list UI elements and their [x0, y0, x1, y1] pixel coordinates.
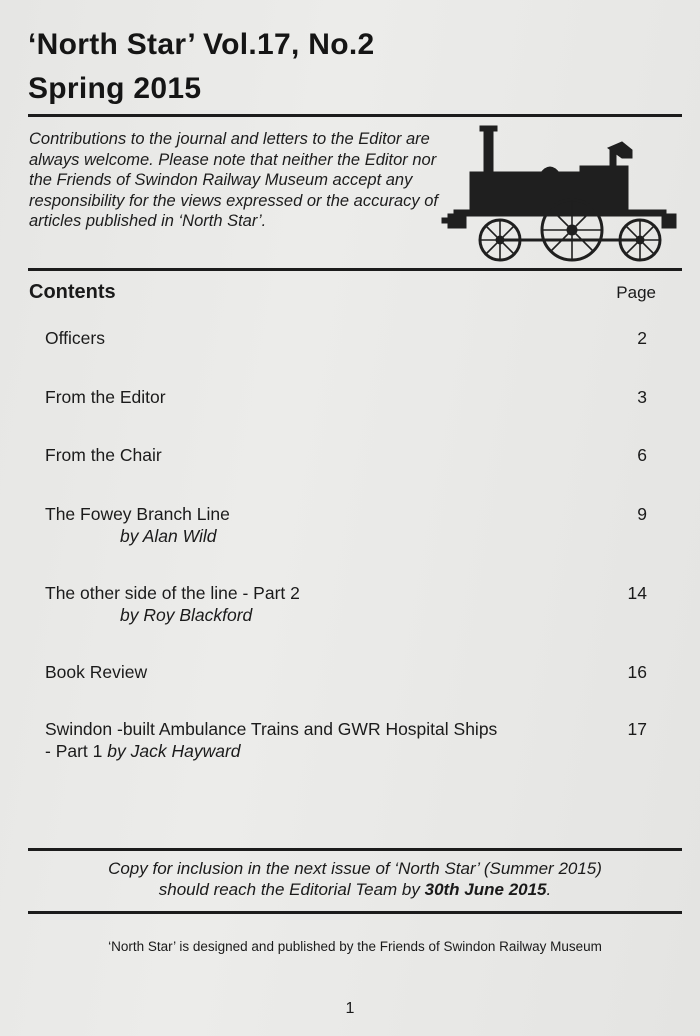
toc-entry-title: From the Chair	[45, 445, 162, 465]
issue-season: Spring 2015	[28, 72, 202, 105]
toc-entry-page: 9	[637, 504, 647, 524]
divider	[28, 114, 682, 117]
divider	[28, 848, 682, 851]
copy-deadline-line1: Copy for inclusion in the next issue of ‘North Star’ (Summer 2015)	[108, 859, 602, 878]
contents-heading: Contents	[29, 281, 116, 303]
divider	[28, 268, 682, 271]
toc-entry-author: by Roy Blackford	[120, 605, 253, 625]
toc-entry-page: 6	[637, 445, 647, 465]
toc-entry	[45, 327, 675, 349]
page-number: 1	[345, 1000, 355, 1017]
toc-entry	[45, 503, 675, 547]
toc-entry-author: by Jack Hayward	[107, 741, 241, 761]
journal-title: ‘North Star’ Vol.17, No.2	[28, 28, 375, 61]
divider	[28, 911, 682, 914]
toc-entry	[45, 386, 675, 408]
toc-entry-title: Officers	[45, 328, 105, 348]
copy-deadline-date: 30th June 2015	[424, 880, 547, 899]
toc-entry-title: The Fowey Branch Line	[45, 504, 230, 524]
toc-entry	[45, 661, 675, 683]
toc-entry-title: From the Editor	[45, 387, 166, 407]
toc-entry-page: 16	[627, 662, 647, 682]
toc-entry-title: Swindon -built Ambulance Trains and GWR Hospital Ships	[45, 719, 498, 739]
copy-deadline-line2: should reach the Editorial Team by	[158, 880, 425, 899]
toc-entry	[45, 718, 675, 762]
toc-entry-title: The other side of the line - Part 2	[45, 583, 300, 603]
toc-entry-page: 2	[637, 328, 647, 348]
copy-deadline-notice	[28, 858, 682, 900]
toc-entry	[45, 444, 675, 466]
toc-entry-page: 3	[637, 387, 647, 407]
toc-entry-title-continued: - Part 1	[45, 741, 103, 761]
toc-entry-title: Book Review	[45, 662, 148, 682]
toc-entry-page: 17	[627, 719, 647, 739]
toc-entry-author: by Alan Wild	[120, 526, 217, 546]
toc-entry	[45, 582, 675, 626]
editorial-notice: Contributions to the journal and letters to the Editor are always welcome. Please note that neither the Editor nor the Friends of Swindon Railway Museum accept any responsibility for the views expressed or the accuracy of articles published in ‘North Star’.	[29, 130, 439, 230]
publisher-note: ‘North Star’ is designed and published by the Friends of Swindon Railway Museum	[108, 939, 602, 954]
steam-locomotive-icon	[440, 122, 678, 264]
copy-deadline-end: .	[546, 880, 552, 899]
toc-entry-page: 14	[627, 583, 647, 603]
page-column-heading: Page	[616, 283, 656, 302]
